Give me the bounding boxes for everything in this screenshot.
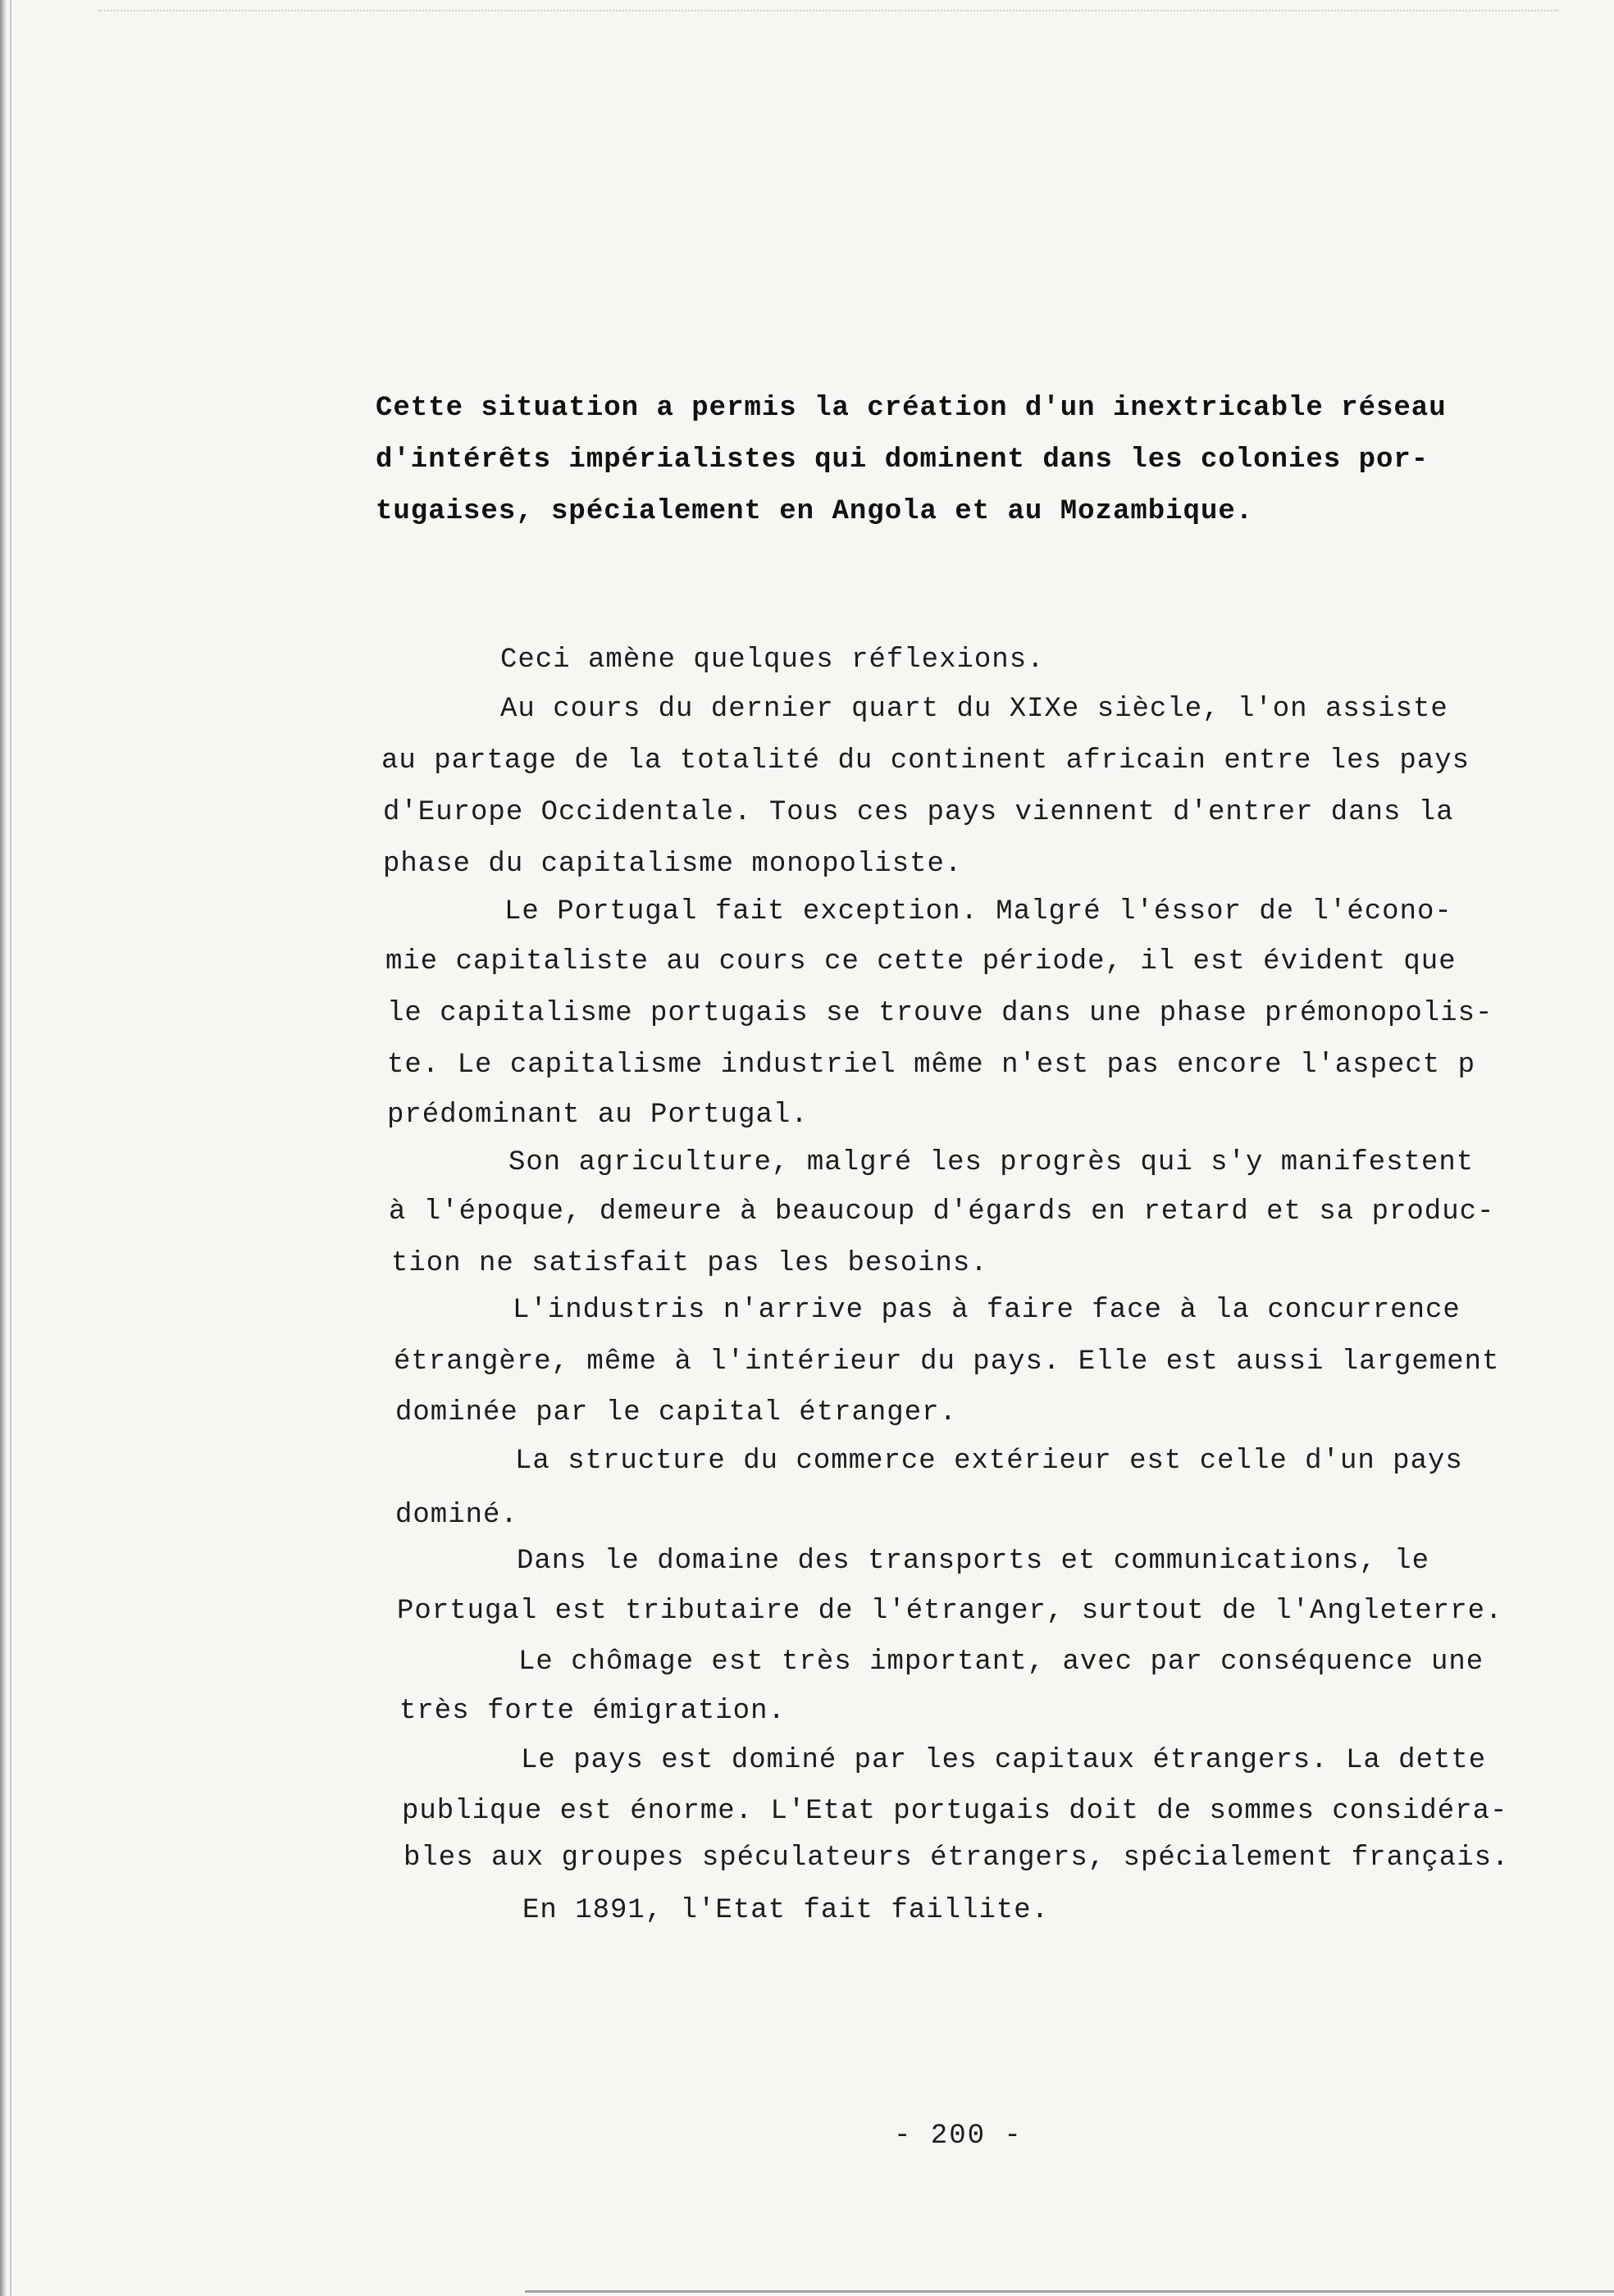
body-line-25: bles aux groupes spéculateurs étrangers, spécialement français. [404,1843,1510,1874]
page-number: - 200 - [894,2121,1023,2152]
body-line-26: En 1891, l'Etat fait faillite. [522,1895,1050,1926]
body-line-19: Dans le domaine des transports et communications, le [517,1546,1429,1577]
body-line-18: dominé. [395,1500,518,1531]
body-line-14: L'industris n'arrive pas à faire face à la concurrence [513,1295,1461,1326]
intro-line-3: tugaises, spécialement en Angola et au Mozambique. [376,496,1254,527]
body-line-16: dominée par le capital étranger. [395,1397,957,1428]
scan-edge-shadow [0,0,7,2296]
body-line-12: à l'époque, demeure à beaucoup d'égards en retard et sa produc- [389,1196,1495,1228]
body-line-5: phase du capitalisme monopoliste. [383,849,963,880]
body-line-7: mie capitaliste au cours ce cette période, il est évident que [385,946,1457,977]
body-line-10: prédominant au Portugal. [387,1100,809,1131]
body-line-17: La structure du commerce extérieur est celle d'un pays [515,1446,1463,1477]
body-line-3: au partage de la totalité du continent africain entre les pays [381,745,1470,777]
body-line-15: étrangère, même à l'intérieur du pays. Elle est aussi largement [394,1346,1500,1378]
body-line-2: Au cours du dernier quart du XIXe siècle, l'on assiste [500,694,1448,725]
body-line-23: Le pays est dominé par les capitaux étrangers. La dette [521,1745,1487,1776]
body-line-1: Ceci amène quelques réflexions. [500,645,1045,676]
scan-bottom-artifact [525,2290,1614,2293]
intro-line-2: d'intérêts impérialistes qui dominent dans les colonies por- [376,444,1429,476]
intro-line-1: Cette situation a permis la création d'un inextricable réseau [376,393,1447,424]
body-line-8: le capitalisme portugais se trouve dans une phase prémonopolis- [387,998,1493,1029]
body-line-21: Le chômage est très important, avec par conséquence une [518,1647,1484,1678]
body-line-24: publique est énorme. L'Etat portugais doit de sommes considéra- [402,1796,1508,1827]
scan-edge-line [10,0,11,2296]
scan-top-artifact [98,10,1558,13]
body-line-9: te. Le capitalisme industriel même n'est pas encore l'aspect p [387,1050,1476,1081]
body-line-22: très forte émigration. [399,1696,786,1727]
body-line-11: Son agriculture, malgré les progrès qui s'y manifestent [508,1147,1475,1178]
body-line-4: d'Europe Occidentale. Tous ces pays viennent d'entrer dans la [383,797,1454,828]
body-line-20: Portugal est tributaire de l'étranger, surtout de l'Angleterre. [397,1596,1503,1627]
body-line-6: Le Portugal fait exception. Malgré l'éssor de l'écono- [504,896,1452,927]
body-line-13: tion ne satisfait pas les besoins. [391,1248,988,1279]
